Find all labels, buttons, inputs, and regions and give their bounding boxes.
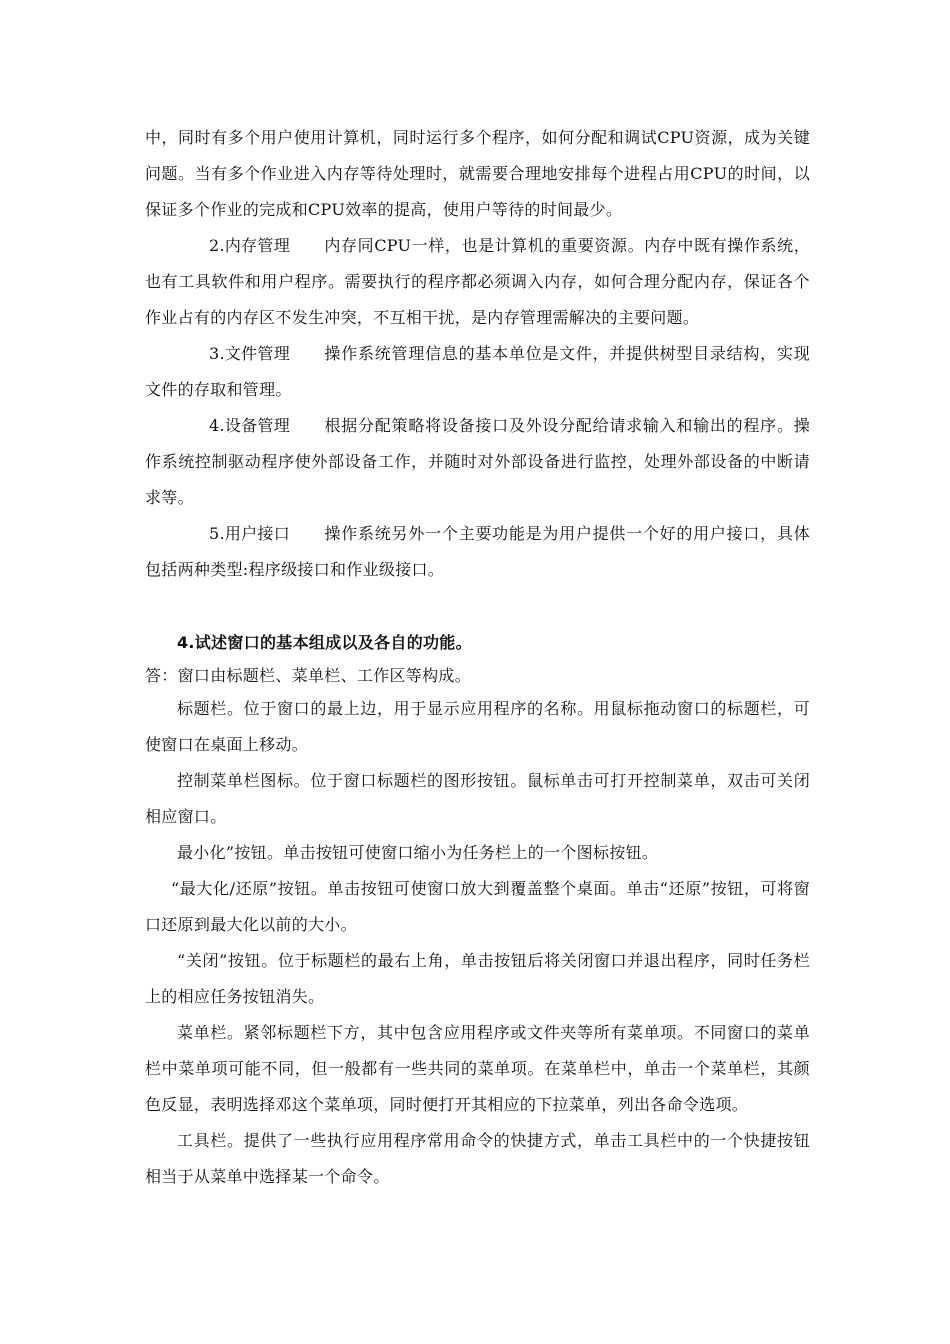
item-memory-management — [145, 228, 810, 336]
question-heading: 4.试述窗口的基本组成以及各自的功能。 — [177, 633, 472, 652]
answer-intro: 答：窗口由标题栏、菜单栏、工作区等构成。 — [145, 666, 472, 685]
paragraph-control-menu-icon: 控制菜单栏图标。位于窗口标题栏的图形按钮。鼠标单击可打开控制菜单，双击可关闭相应窗口。 — [145, 771, 810, 826]
paragraph-toolbar: 工具栏。提供了一些执行应用程序常用命令的快捷方式，单击工具栏中的一个快捷按钮相当于从菜单中选择某一个命令。 — [145, 1131, 810, 1186]
paragraph-maximize-restore-button: “最大化/还原”按钮。单击按钮可使窗口放大到覆盖整个桌面。单击“还原”按钮，可将窗口还原到最大化以前的大小。 — [145, 879, 810, 934]
paragraph-title-bar: 标题栏。位于窗口的最上边，用于显示应用程序的名称。用鼠标拖动窗口的标题栏，可使窗口在桌面上移动。 — [145, 699, 810, 754]
item-term: 5.用户接口 — [209, 524, 291, 543]
os-functions-section — [145, 120, 810, 588]
window-section — [145, 625, 810, 1195]
paragraph-menu-bar: 菜单栏。紧邻标题栏下方，其中包含应用程序或文件夹等所有菜单项。不同窗口的菜单栏中菜单项可能不同，但一般都有一些共同的菜单项。在菜单栏中，单击一个菜单栏，其颜色反显，表明选择邓这个菜单项，同时便打开其相应的下拉菜单，列出各命令选项。 — [145, 1023, 810, 1114]
paragraph-minimize-button: 最小化”按钮。单击按钮可使窗口缩小为任务栏上的一个图标按钮。 — [177, 843, 659, 862]
item-text: 操作系统另外一个主要功能是为用户提供一个好的用户接口，具体包括两种类型:程序级接口和作业级接口。 — [145, 524, 810, 579]
paragraph-close-button: “关闭”按钮。位于标题栏的最右上角，单击按钮后将关闭窗口并退出程序，同时任务栏上的相应任务按钮消失。 — [145, 951, 810, 1006]
item-term: 2.内存管理 — [209, 236, 291, 255]
item-device-management — [145, 408, 810, 516]
item-text: 根据分配策略将设备接口及外设分配给请求输入和输出的程序。操作系统控制驱动程序使外部设备工作，并随时对外部设备进行监控，处理外部设备的中断请求等。 — [145, 416, 810, 507]
item-user-interface — [145, 516, 810, 588]
item-term: 3.文件管理 — [209, 344, 291, 363]
intro-paragraph: 中，同时有多个用户使用计算机，同时运行多个程序，如何分配和调试CPU资源，成为关键问题。当有多个作业进入内存等待处理时，就需要合理地安排每个进程占用CPU的时间，以保证多个作业的完成和CPU效率的提高，使用户等待的时间最少。 — [145, 128, 810, 219]
item-text: 操作系统管理信息的基本单位是文件，并提供树型目录结构，实现文件的存取和管理。 — [145, 344, 810, 399]
item-file-management — [145, 336, 810, 408]
item-term: 4.设备管理 — [209, 416, 291, 435]
item-text: 内存同CPU一样，也是计算机的重要资源。内存中既有操作系统，也有工具软件和用户程序。需要执行的程序都必须调入内存，如何合理分配内存，保证各个作业占有的内存区不发生冲突，不互相干扰，是内存管理需解决的主要问题。 — [145, 236, 810, 327]
